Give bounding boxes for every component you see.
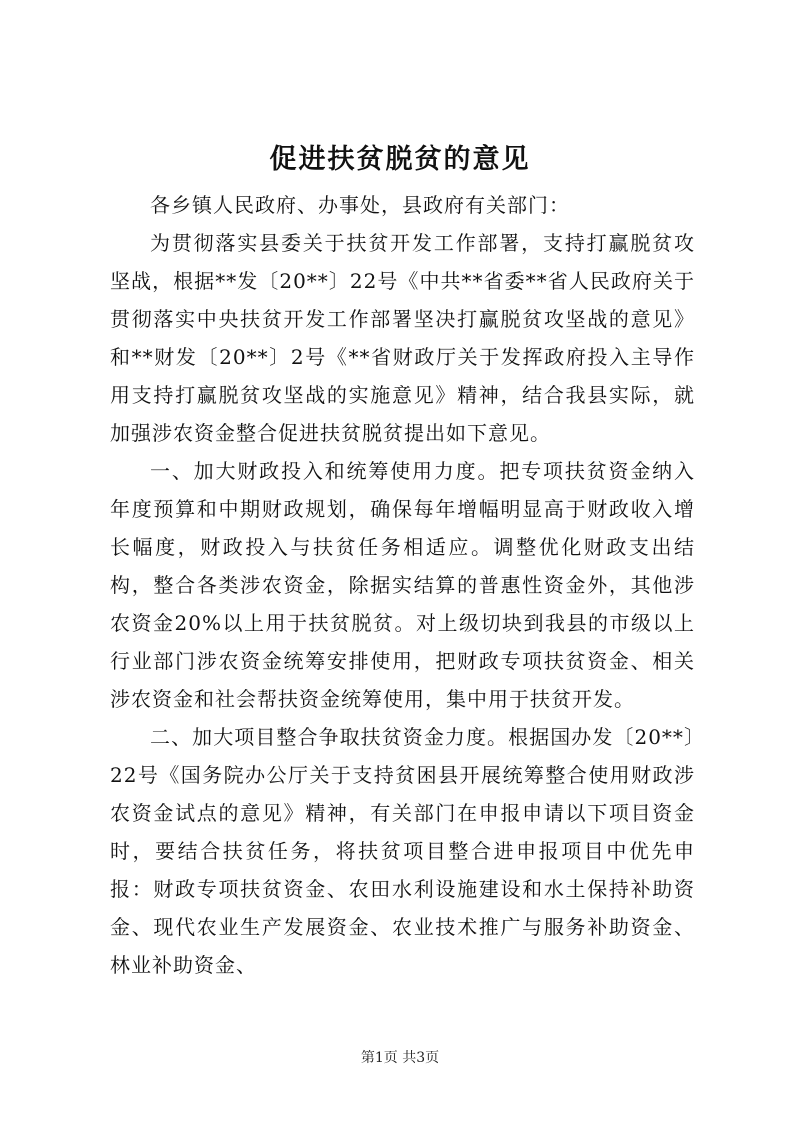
paragraph-intro: 为贯彻落实县委关于扶贫开发工作部署，支持打赢脱贫攻坚战，根据**发〔20**〕22号《中共**省委**省人民政府关于贯彻落实中央扶贫开发工作部署坚决打赢脱贫攻坚战的意见》和**财发〔20**〕2号《**省财政厅关于发挥政府投入主导作用支持打赢脱贫攻坚战的实施意见》精神，结合我县实际，就加强涉农资金整合促进扶贫脱贫提出如下意见。 xyxy=(110,231,695,445)
paragraph-section-1: 一、加大财政投入和统筹使用力度。把专项扶贫资金纳入年度预算和中期财政规划，确保每年增幅明显高于财政收入增长幅度，财政投入与扶贫任务相适应。调整优化财政支出结构，整合各类涉农资金，除据实结算的普惠性资金外，其他涉农资金20%以上用于扶贫脱贫。对上级切块到我县的市级以上行业部门涉农资金统筹安排使用，把财政专项扶贫资金、相关涉农资金和社会帮扶资金统筹使用，集中用于扶贫开发。 xyxy=(110,459,695,711)
page-number-footer: 第1页 共3页 xyxy=(360,1050,440,1066)
paragraph-section-2: 二、加大项目整合争取扶贫资金力度。根据国办发〔20**〕22号《国务院办公厅关于支持贫困县开展统筹整合使用财政涉农资金试点的意见》精神，有关部门在申报申请以下项目资金时，要结合扶贫任务，将扶贫项目整合进申报项目中优先申报：财政专项扶贫资金、农田水利设施建设和水土保持补助资金、现代农业生产发展资金、农业技术推广与服务补助资金、林业补助资金、 xyxy=(110,725,695,977)
salutation: 各乡镇人民政府、办事处，县政府有关部门： xyxy=(150,193,570,217)
document-title: 促进扶贫脱贫的意见 xyxy=(269,144,531,175)
document-body xyxy=(110,186,695,984)
